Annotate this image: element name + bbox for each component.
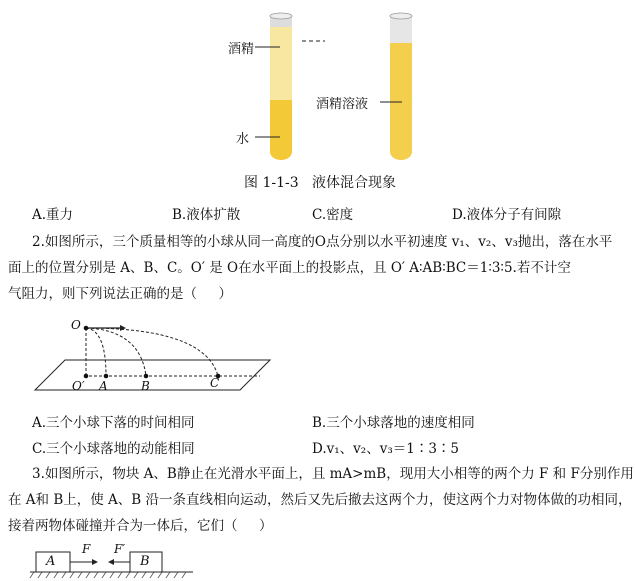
question-2 [8,229,633,307]
left-tube-alcohol [270,22,292,110]
force-f-label: F [82,542,91,556]
label-water: 水 [236,132,250,147]
test-tube-figure [220,10,440,165]
q1-option-a: A.重力 [32,207,74,223]
label-o-prime: O′ [72,379,85,393]
question-3 [8,461,633,539]
projectile-figure [30,318,280,398]
right-tube-solution [390,40,412,152]
q2-line-3: 气阻力，则下列说法正确的是（ ） [8,286,232,302]
label-alcohol: 酒精 [228,42,255,57]
label-a: A [99,379,108,393]
q3-line-3: 接着两物体碰撞并合为一体后，它们（ ） [8,518,273,534]
label-o: O [71,318,81,332]
q1-option-d: D.液体分子有间隙 [452,207,562,223]
q2-option-a: A.三个小球下落的时间相同 [32,415,195,431]
label-c: C [210,376,220,390]
block-a-label: A [46,554,56,569]
q2-line-2: 面上的位置分别是 A、B、C。O′ 是 O在水平面上的投影点，且 O′ A∶AB∶BC＝1∶3∶5.若不计空 [8,260,571,276]
label-b: B [141,379,150,393]
q2-option-c: C.三个小球落地的动能相同 [32,441,195,457]
force-f-prime-label: F′ [114,542,126,556]
q1-option-b: B.液体扩散 [172,207,241,223]
q2-option-d: D.v₁、v₂、v₃＝1∶3∶5 [312,441,460,457]
q2-line-1: 2.如图所示，三个质量相等的小球从同一高度的O点分别以水平初速度 v₁、v₂、v₃抛出，落在水平 [32,234,613,250]
q2-option-b: B.三个小球落地的速度相同 [312,415,475,431]
label-solution: 酒精溶液 [316,97,369,112]
q3-line-1: 3.如图所示，物块 A、B静止在光滑水平面上，且 mA>mB，现用大小相等的两个力 F 和 F分别作用 [32,466,634,482]
q3-line-2: 在 A和 B上，使 A、B 沿一条直线相向运动，然后又先后撤去这两个力，使这两个力对物体做的功相同， [8,492,632,508]
q1-option-c: C.密度 [312,207,354,223]
block-b-label: B [140,554,150,569]
figure-caption: 图 1-1-3 液体混合现象 [244,175,396,191]
